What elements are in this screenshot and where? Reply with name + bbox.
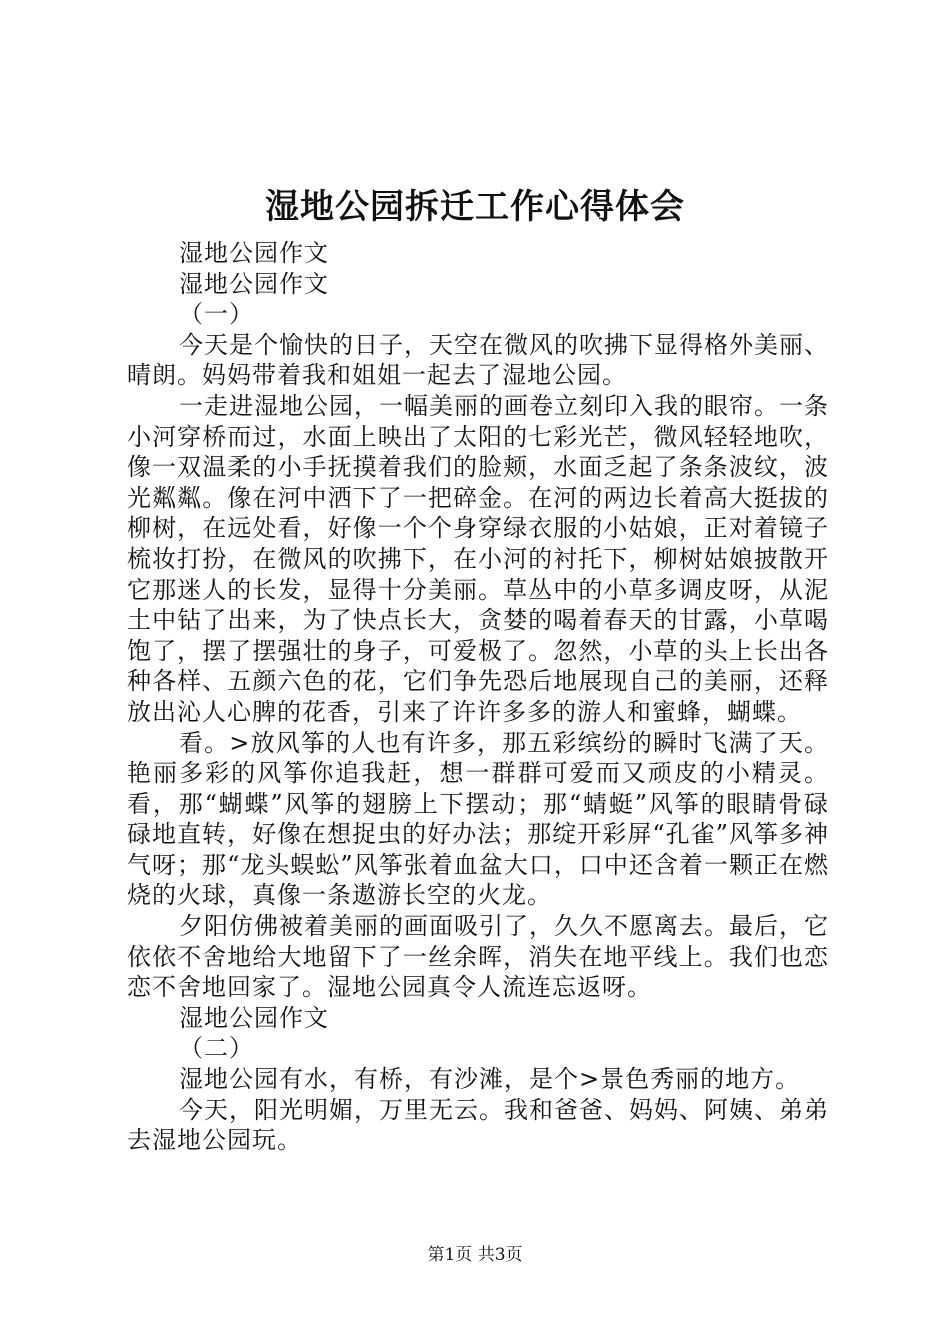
- paragraph: 今天是个愉快的日子，天空在微风的吹拂下显得格外美丽、晴朗。妈妈带着我和姐姐一起去了湿地公园。: [127, 330, 829, 390]
- paragraph: 夕阳仿佛被着美丽的画面吸引了，久久不愿离去。最后，它依依不舍地给大地留下了一丝余晖，消失在地平线上。我们也恋恋不舍地回家了。湿地公园真令人流连忘返呀。: [127, 912, 829, 1002]
- document-title: 湿地公园拆迁工作心得体会: [265, 187, 685, 227]
- paragraph-heading: 湿地公园作文: [179, 269, 329, 298]
- paragraph: 湿地公园有水，有桥，有沙滩，是个>景色秀丽的地方。: [179, 1065, 801, 1094]
- section-marker: （二）: [179, 1034, 254, 1063]
- paragraph-heading: 湿地公园作文: [179, 239, 329, 267]
- document-body: [127, 238, 829, 1156]
- paragraph: 今天，阳光明媚，万里无云。我和爸爸、妈妈、阿姨、弟弟去湿地公园玩。: [127, 1095, 829, 1155]
- paragraph: 看。>放风筝的人也有许多，那五彩缤纷的瞬时飞满了天。艳丽多彩的风筝你追我赶，想一群群可爱而又顽皮的小精灵。看，那“蝴蝶”风筝的翅膀上下摆动；那“蜻蜓”风筝的眼睛骨碌碌地直转，好像在想捉虫的好办法；那绽开彩屏“孔雀”风筝多神气呀；那“龙头蜈蚣”风筝张着血盆大口，口中还含着一颗正在燃烧的火球，真像一条遨游长空的火龙。: [127, 728, 829, 910]
- section-marker: （一）: [179, 300, 254, 329]
- page-footer: 第1页 共3页: [427, 1245, 523, 1265]
- paragraph-heading: 湿地公园作文: [179, 1003, 329, 1032]
- paragraph: 一走进湿地公园，一幅美丽的画卷立刻印入我的眼帘。一条小河穿桥而过，水面上映出了太阳的七彩光芒，微风轻轻地吹，像一双温柔的小手抚摸着我们的脸颊，水面乏起了条条波纹，波光粼粼。像在河中洒下了一把碎金。在河的两边长着高大挺拔的柳树，在远处看，好像一个个身穿绿衣服的小姑娘，正对着镜子梳妆打扮，在微风的吹拂下，在小河的衬托下，柳树姑娘披散开它那迷人的长发，显得十分美丽。草丛中的小草多调皮呀，从泥土中钻了出来，为了快点长大，贪婪的喝着春天的甘露，小草喝饱了，摆了摆强壮的身子，可爱极了。忽然，小草的头上长出各种各样、五颜六色的花，它们争先恐后地展现自己的美丽，还释放出沁人心脾的花香，引来了许许多多的游人和蜜蜂，蝴蝶。: [127, 391, 829, 726]
